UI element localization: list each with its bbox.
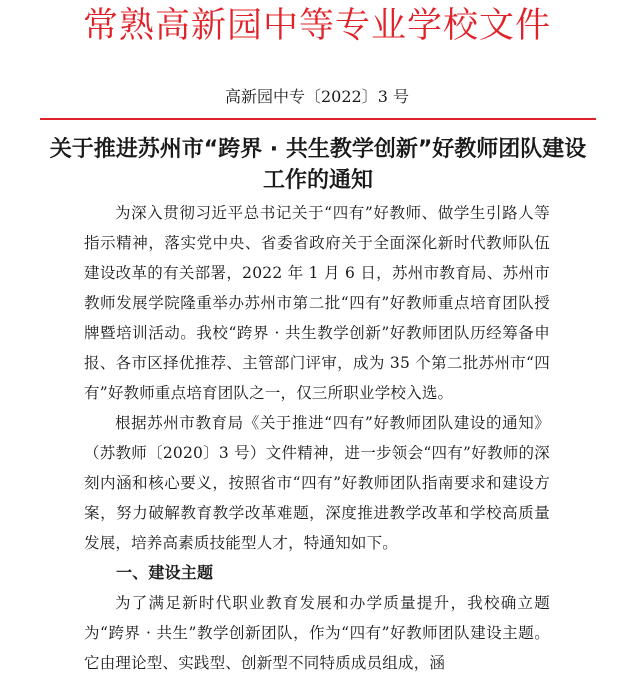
notice-body	[84, 198, 550, 678]
body-paragraph: 为了满足新时代职业教育发展和办学质量提升，我校确立题为“跨界 · 共生”教学创新团队，作为“四有”好教师团队建设主题。它由理论型、实践型、创新型不同特质成员组成，涵	[84, 594, 550, 672]
body-paragraph: 根据苏州市教育局《关于推进“四有”好教师团队建设的通知》（苏教师〔2020〕3 号）文件精神，进一步领会“四有”好教师的深刻内涵和核心要义，按照省市“四有”好教师团队指南要求和建设方案，努力破解教育教学改革难题，深度推进教学改革和学校高质量发展，培养高素质技能型人才，特通知如下。	[84, 414, 550, 552]
issuer-header: 常熟高新园中等专业学校文件	[82, 6, 551, 46]
document-number: 高新园中专〔2022〕3 号	[225, 87, 409, 106]
red-divider-line	[40, 118, 596, 120]
notice-title: 关于推进苏州市“跨界 · 共生教学创新”好教师团队建设工作的通知	[49, 137, 587, 193]
section-heading: 一、建设主题	[116, 563, 214, 582]
body-paragraph: 为深入贯彻习近平总书记关于“四有”好教师、做学生引路人等指示精神，落实党中央、省委省政府关于全面深化新时代教师队伍建设改革的有关部署，2022 年 1 月 6 日，苏州市教育局、苏州市教师发展学院隆重举办苏州市第二批“四有”好教师重点培育团队授牌暨培训活动。我校“跨界 · 共生教学创新”好教师团队历经筹备申报、各市区择优推荐、主管部门评审，成为 35 个第二批苏州市“四有”好教师重点培育团队之一，仅三所职业学校入选。	[84, 204, 550, 402]
